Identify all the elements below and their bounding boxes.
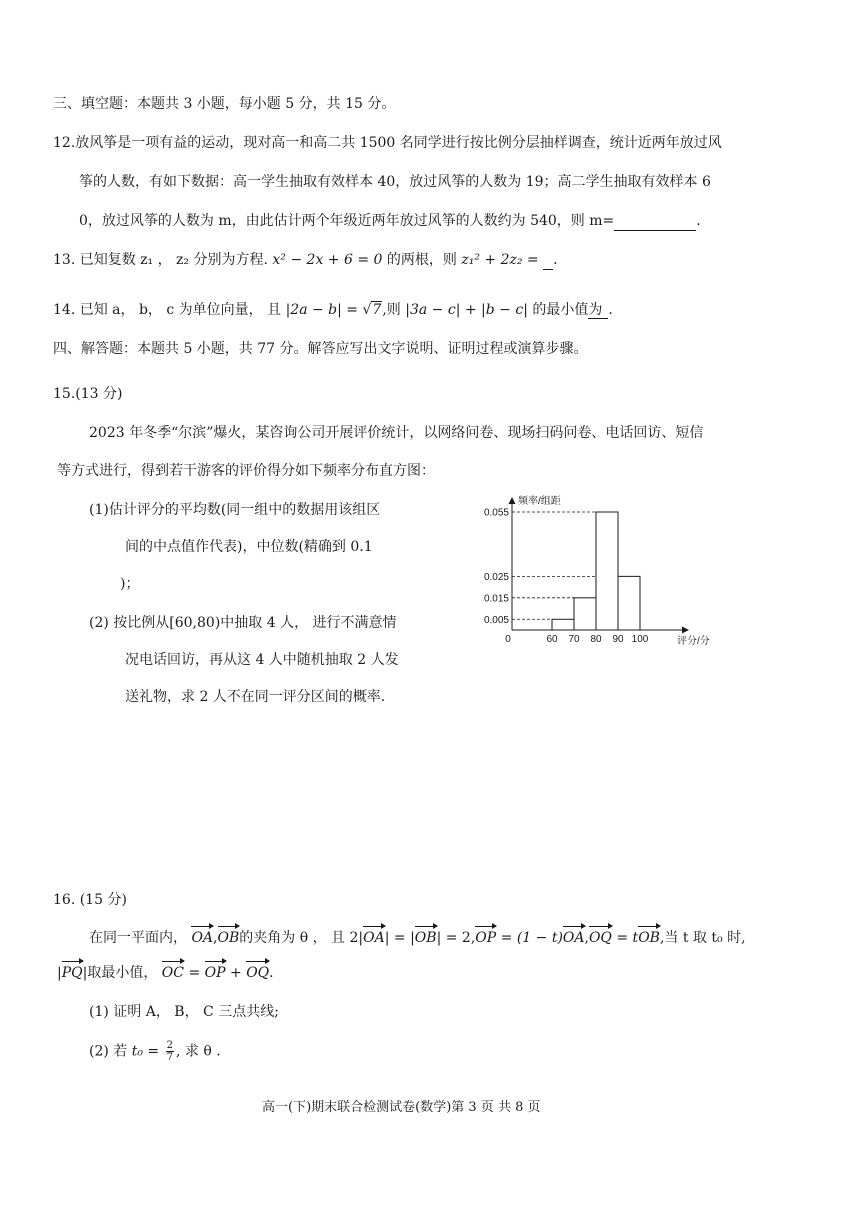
q12-line-3-text: 0，放过风筝的人数为 m，由此估计两个年级近两年放过风筝的人数约为 540，则 m= — [79, 213, 615, 229]
q16-l1-f: = t — [611, 930, 639, 946]
q14-pre: 14. 已知 a， b， c 为单位向量， 且 — [53, 302, 286, 318]
q14-condition: |2a − b| = — [285, 302, 363, 318]
q13-expression: z₁² + 2z₂ = — [461, 252, 544, 268]
q16-l1-g: ,当 t 取 t₀ 时, — [659, 930, 746, 946]
vector-ob-2: OB — [414, 930, 437, 946]
x-tick-label: 80 — [590, 634, 602, 645]
q15-part1-line-1: (1)估计评分的平均数(同一组中的数据用该组区 — [89, 502, 381, 518]
x-tick-label: 70 — [568, 634, 580, 645]
q13 — [53, 250, 558, 270]
q12-answer-blank — [614, 216, 696, 231]
histogram-bar-60-70 — [552, 619, 574, 630]
vector-oq: OQ — [588, 930, 612, 946]
q12-line-1: 12.放风筝是一项有益的运动，现对高一和高二共 1500 名同学进行按比例分层抽样调查，统计近两年放过风 — [53, 135, 722, 151]
q12-line-3 — [79, 211, 701, 231]
q16-l1-pre: 在同一平面内， — [89, 930, 192, 946]
y-axis-label: 频率/组距 — [518, 496, 561, 507]
q15-part2-line-3: 送礼物，求 2 人不在同一评分区间的概率. — [125, 689, 386, 705]
q16-l1-e: , — [584, 930, 589, 946]
fraction-numerator: 2 — [166, 1040, 173, 1051]
origin-label: 0 — [505, 634, 511, 645]
q13-equation: x² − 2x + 6 = 0 — [272, 252, 383, 268]
vector-oq-2: OQ — [246, 965, 270, 981]
q15-part1-line-3: )； — [120, 576, 140, 592]
vector-ob: OB — [217, 930, 240, 946]
q14-answer-blank: 为 — [588, 302, 608, 319]
vector-oa: OA — [191, 930, 214, 946]
q16-line-1: 在同一平面内， OA,OB的夹角为 θ ， 且 2|OA| = |OB| = 2,OP = (1 − t)OA,OQ = tOB,当 t 取 t₀ 时, — [89, 930, 746, 946]
x-axis-label: 评分/分 — [677, 636, 710, 647]
q14-post: 的最小值 — [527, 302, 589, 318]
q14-end: . — [608, 302, 613, 318]
fraction-2-7 — [166, 1040, 174, 1063]
q14-sqrt: 7 — [372, 302, 382, 318]
x-tick-label: 60 — [546, 634, 558, 645]
q15-intro-2: 等方式进行，得到若干游客的评价得分如下频率分布直方图： — [57, 463, 435, 479]
q13-mid: 的两根，则 — [382, 252, 462, 268]
y-tick-label: 0.015 — [483, 593, 509, 605]
q12-line-2: 筝的人数，有如下数据：高一学生抽取有效样本 40，放过风筝的人数为 19；高二学生抽取有效样本 6 — [79, 174, 711, 190]
y-tick-label: 0.005 — [483, 614, 509, 626]
vector-oa-2: OA — [363, 930, 385, 946]
x-tick-label: 100 — [631, 634, 649, 645]
q16-l1-b: | = | — [384, 930, 415, 946]
q16-p2-pre: (2) 若 — [89, 1043, 132, 1060]
q16-line-2: |PQ|取最小值， OC = OP + OQ. — [57, 965, 274, 981]
page-footer: 高一(下)期末联合检测试卷(数学)第 3 页 共 8 页 — [262, 1100, 541, 1115]
q14: 14. 已知 a， b， c 为单位向量， 且 |2a − b| = √7,则 |3a − c| + |b − c| 的最小值为 . — [53, 302, 613, 318]
q16-part-1: (1) 证明 A， B， C 三点共线; — [89, 1004, 279, 1020]
q16-l2-c: + — [225, 965, 247, 981]
q16-l1-d: = (1 − t) — [496, 930, 563, 946]
q16-l2-d: . — [269, 965, 274, 981]
q15-part1-line-2: 间的中点值作代表)，中位数(精确到 0.1 — [125, 539, 373, 555]
q14-mid: ,则 — [382, 302, 406, 318]
q15-part2-line-1: (2) 按比例从[60,80)中抽取 4 人， 进行不满意情 — [89, 615, 397, 631]
vector-oc: OC — [161, 965, 184, 981]
q16-head: 16. (15 分) — [53, 892, 127, 908]
section-3-header: 三、填空题：本题共 3 小题，每小题 5 分，共 15 分。 — [53, 96, 396, 112]
q15-head: 15.(13 分) — [53, 386, 123, 402]
q16-l1-c: | = 2, — [436, 930, 476, 946]
y-tick-label: 0.025 — [483, 571, 509, 583]
q15-part2-line-2: 况电话回访，再从这 4 人中随机抽取 2 人发 — [125, 652, 399, 668]
vector-op: OP — [475, 930, 497, 946]
q16-p2-var: t₀ = — [131, 1043, 164, 1060]
vector-ob-3: OB — [638, 930, 660, 946]
q13-answer-blank — [543, 255, 553, 270]
q12-line-3-end: . — [696, 213, 701, 229]
q16-l2-a: |取最小值， — [82, 965, 162, 981]
histogram-bar-80-90 — [596, 512, 618, 630]
q15-intro-1: 2023 年冬季“尔滨”爆火，某咨询公司开展评价统计，以网络问卷、现场扫码问卷、电话回访、短信 — [89, 425, 704, 441]
q13-pre: 13. 已知复数 z₁ ， z₂ 分别为方程. — [53, 252, 273, 268]
vector-oa-3: OA — [562, 930, 585, 946]
vector-pq: PQ — [61, 965, 83, 981]
vector-op-2: OP — [204, 965, 226, 981]
q14-expression: |3a − c| + |b − c| — [405, 302, 528, 318]
q16-l2-b: = — [184, 965, 205, 981]
histogram-bar-70-80 — [574, 598, 596, 630]
q13-end: . — [553, 252, 558, 268]
y-tick-label: 0.055 — [483, 507, 509, 519]
histogram-bar-90-100 — [618, 576, 640, 630]
fraction-denominator: 7 — [166, 1052, 173, 1063]
q16-part-2 — [89, 1040, 221, 1063]
q16-p2-post: , 求 θ . — [175, 1043, 221, 1060]
q16-l1-a: 的夹角为 θ ， 且 2| — [239, 930, 364, 946]
x-tick-label: 90 — [612, 634, 624, 645]
section-4-header: 四、解答题：本题共 5 小题，共 77 分。解答应写出文字说明、证明过程或演算步骤。 — [53, 341, 588, 357]
frequency-histogram — [470, 490, 730, 655]
